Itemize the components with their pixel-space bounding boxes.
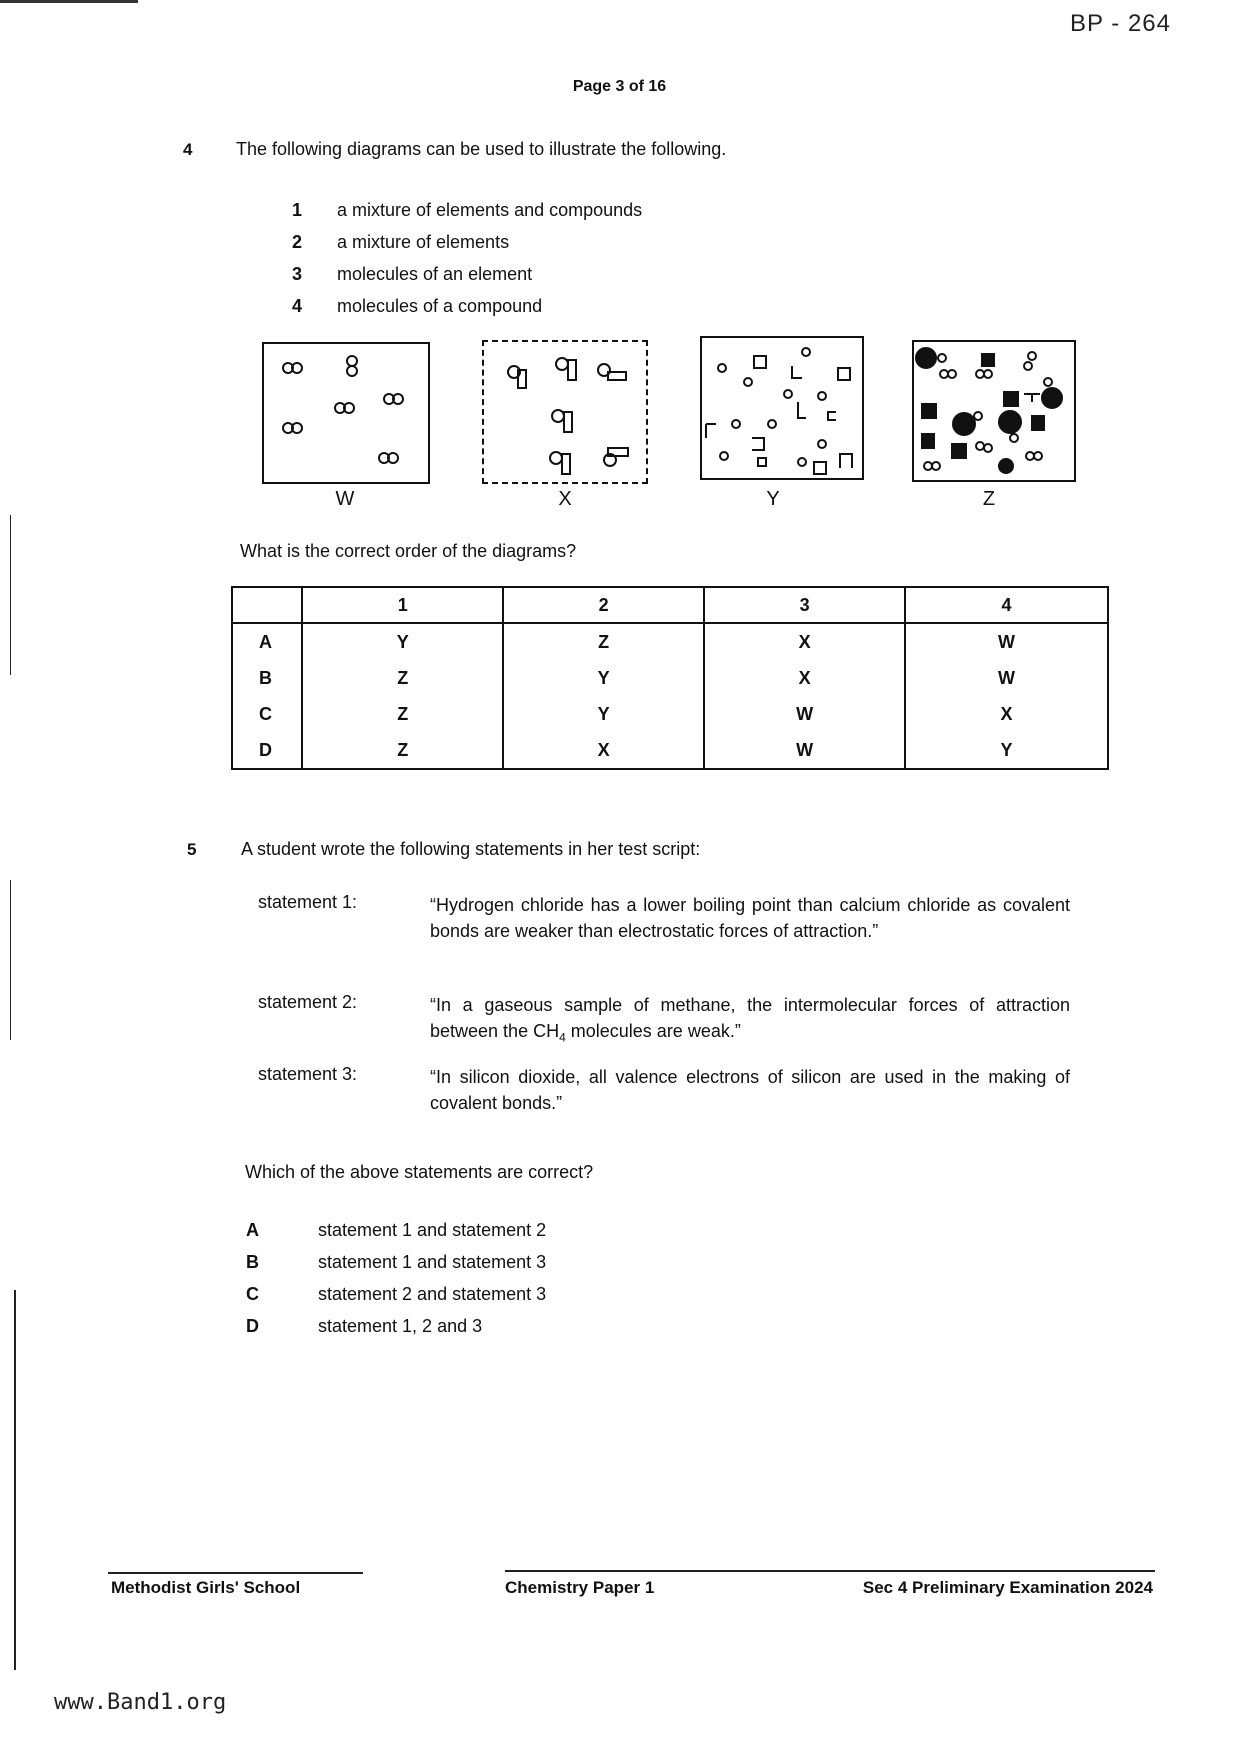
table-header-cell [232,587,302,623]
choice-b: B statement 1 and statement 3 [246,1252,547,1272]
row-label: C [232,696,302,732]
option-3: 3 molecules of an element [292,264,533,284]
table-cell: X [503,732,704,769]
statement-text: “In a gaseous sample of methane, the intermolecular forces of attraction between the $CH_4$ molecules are weak.” [430,995,1070,1045]
footer-exam: Sec 4 Preliminary Examination 2024 [862,1578,1153,1597]
table-row [232,696,1108,732]
table-cell: W [704,732,905,769]
answer-table [231,586,1109,770]
scan-margin-line [14,1290,16,1670]
table-cell: W [704,696,905,732]
footer-rule [505,1570,1155,1572]
question-5-subquestion: Which of the above statements are correct? [245,1162,594,1182]
option-1: 1 a mixture of elements and compounds [292,200,643,220]
mixture-of-elements-icon [702,338,862,478]
statement-label: statement 2: [258,992,358,1012]
table-row [232,660,1108,696]
statement-2 [258,992,1078,1048]
diagram-x [482,340,648,484]
diagram-z [912,340,1076,482]
table-cell: W [905,623,1108,660]
question-5-number: 5 [187,840,197,859]
statement-1 [258,892,1078,972]
table-row [232,623,1108,660]
row-label: B [232,660,302,696]
row-label: A [232,623,302,660]
table-cell: Z [302,660,503,696]
statement-3 [258,1064,1078,1120]
table-header-cell: 3 [704,587,905,623]
question-4-options [292,200,642,328]
table-cell: X [704,660,905,696]
table-cell: Z [302,696,503,732]
diatomic-element-molecules-icon [264,344,428,482]
question-4-number: 4 [183,140,193,159]
table-cell: Y [302,623,503,660]
choice-c: C statement 2 and statement 3 [246,1284,547,1304]
scan-margin-line [10,880,11,1040]
footer-rule [108,1572,363,1574]
table-cell: X [905,696,1108,732]
question-4-subquestion: What is the correct order of the diagrams? [240,541,577,561]
footer-subject: Chemistry Paper 1 [505,1578,655,1597]
diagram-w [262,342,430,484]
scan-artifact-bar [0,0,138,3]
table-header-cell: 4 [905,587,1108,623]
table-row [232,732,1108,769]
watermark: www.Band1.org [54,1690,227,1715]
question-4-prompt: The following diagrams can be used to illustrate the following. [236,139,727,159]
mixture-elements-compounds-icon [914,342,1074,480]
document-code: BP - 264 [1070,10,1171,37]
table-cell: Y [905,732,1108,769]
compound-molecules-icon [484,342,646,482]
diagram-w-label: W [335,488,355,510]
table-cell: Y [503,660,704,696]
choice-a: A statement 1 and statement 2 [246,1220,547,1240]
diagram-x-label: X [558,488,572,510]
table-cell: Y [503,696,704,732]
table-cell: Z [302,732,503,769]
scan-margin-line [10,515,11,675]
option-4: 4 molecules of a compound [292,296,543,316]
diagram-y [700,336,864,480]
diagram-y-label: Y [766,488,780,510]
row-label: D [232,732,302,769]
table-header-cell: 2 [503,587,704,623]
option-2: 2 a mixture of elements [292,232,510,252]
statement-label: statement 1: [258,892,358,912]
statement-text: “Hydrogen chloride has a lower boiling point than calcium chloride as covalent bonds are weaker than electrostatic forces of attraction.” [430,895,1070,941]
statement-text: “In silicon dioxide, all valence electrons of silicon are used in the making of covalent bonds.” [430,1067,1070,1113]
statement-label: statement 3: [258,1064,358,1084]
table-cell: X [704,623,905,660]
table-header-row [232,587,1108,623]
choice-d: D statement 1, 2 and 3 [246,1316,483,1336]
diagram-z-label: Z [982,488,996,510]
table-cell: W [905,660,1108,696]
page-number: Page 3 of 16 [572,78,667,95]
question-5-choices [246,1220,546,1348]
table-header-cell: 1 [302,587,503,623]
table-cell: Z [503,623,704,660]
question-5-prompt: A student wrote the following statements in her test script: [241,839,701,859]
footer-school: Methodist Girls' School [111,1578,301,1597]
